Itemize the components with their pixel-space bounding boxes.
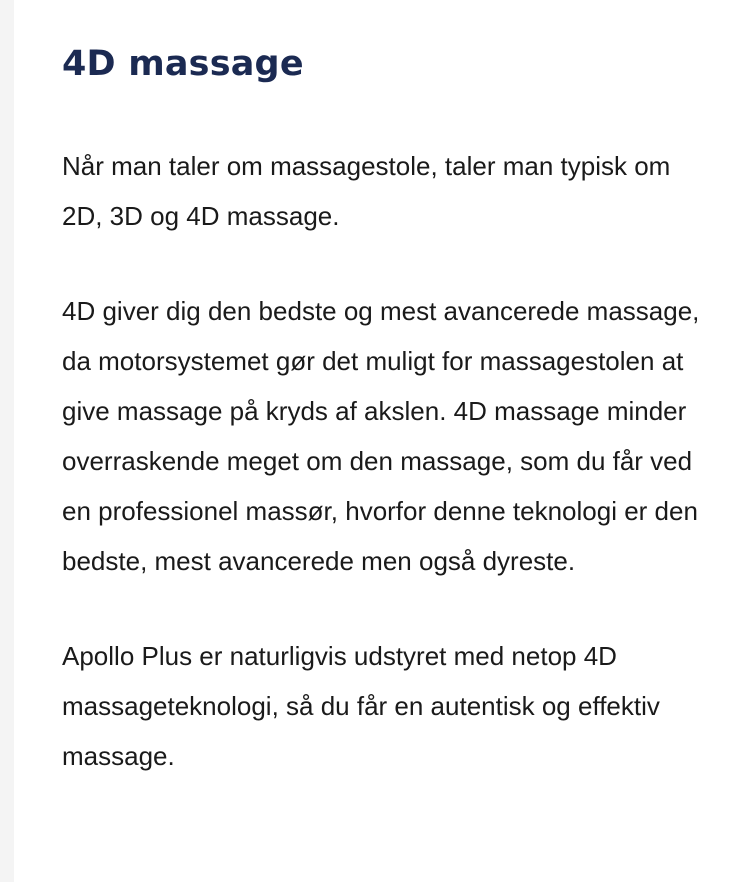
article-card [14,0,738,882]
paragraph-4d-explanation: 4D giver dig den bedste og mest avancerede massage, da motorsystemet gør det muligt for massagestolen at give massage på kryds af akslen. 4D massage minder overraskende meget om den massage, som du får ved en professionel massør, hvorfor denne teknologi er den bedste, mest avancerede men også dyreste. [62,296,700,576]
article-body [62,141,702,781]
paragraph-intro: Når man taler om massagestole, taler man typisk om 2D, 3D og 4D massage. [62,151,671,231]
article-heading: 4D massage [62,44,304,84]
article-content [62,38,702,781]
paragraph-apollo-plus: Apollo Plus er naturligvis udstyret med netop 4D massageteknologi, så du får en autentisk og effektiv massage. [62,641,660,771]
